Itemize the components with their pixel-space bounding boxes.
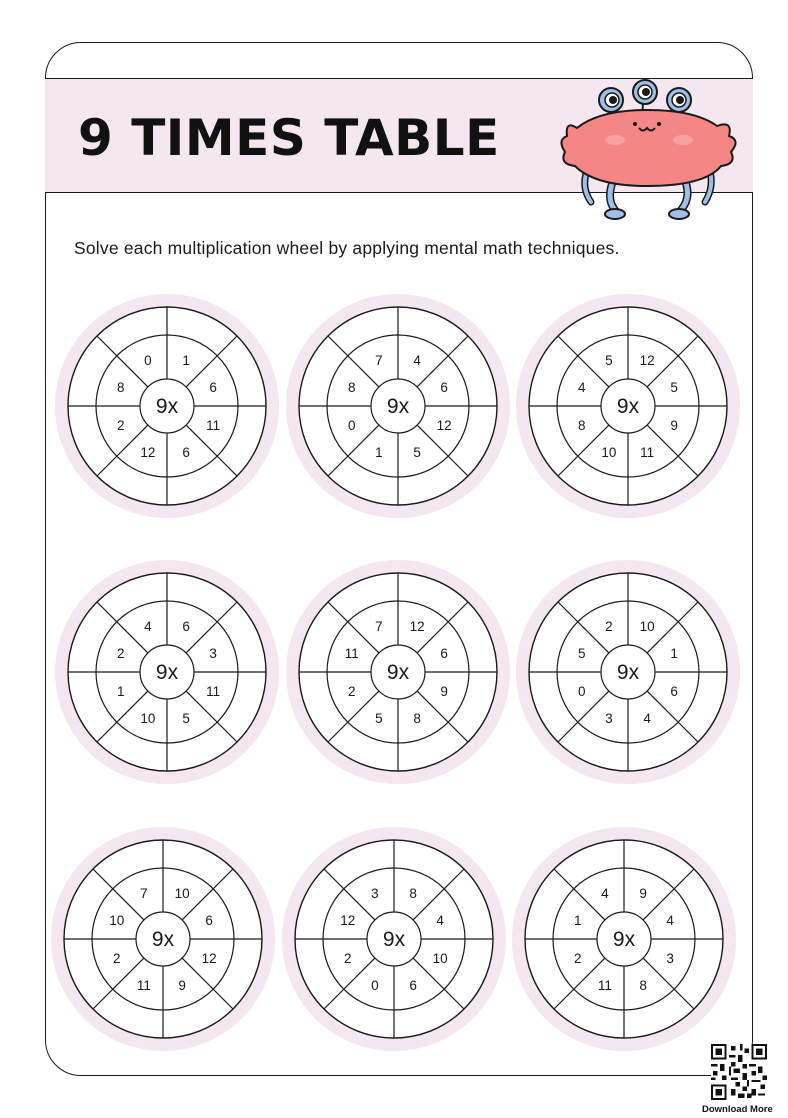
wheel-number: 5: [605, 352, 613, 368]
wheel-number: 9: [178, 978, 186, 994]
wheel-number: 7: [375, 352, 383, 368]
wheel-number: 7: [375, 618, 383, 634]
wheel-number: 2: [574, 951, 582, 967]
wheel-number: 6: [409, 978, 417, 994]
wheel-number: 11: [344, 645, 359, 661]
wheel-number: 4: [436, 912, 444, 928]
wheel-number: 6: [440, 379, 448, 395]
wheel-number: 0: [348, 418, 356, 434]
wheel-center-label: 9x: [155, 395, 179, 418]
wheel-number: 8: [348, 379, 356, 395]
wheel-number: 2: [348, 684, 356, 700]
wheel-number: 12: [409, 618, 425, 634]
wheel-number: 4: [413, 352, 421, 368]
wheel-number: 11: [206, 418, 221, 434]
wheel-number: 11: [136, 978, 151, 994]
wheel-number: 2: [605, 618, 613, 634]
wheel-center-label: 9x: [386, 661, 410, 684]
wheel-number: 12: [201, 951, 217, 967]
wheel-number: 4: [643, 711, 651, 727]
wheel-center-label: 9x: [382, 928, 406, 951]
multiplication-wheel: [52, 557, 282, 787]
wheel-number: 3: [371, 885, 379, 901]
wheel-number: 6: [670, 684, 678, 700]
wheel-number: 12: [340, 912, 356, 928]
wheel-center-label: 9x: [155, 661, 179, 684]
wheel-number: 5: [578, 645, 586, 661]
multiplication-wheel: [513, 557, 743, 787]
wheel-number: 10: [140, 711, 156, 727]
multiplication-wheel: [509, 824, 739, 1054]
wheel-number: 11: [206, 684, 221, 700]
wheel-number: 1: [574, 912, 582, 928]
wheel-number: 4: [601, 885, 609, 901]
wheel-number: 10: [601, 445, 617, 461]
wheel-number: 9: [440, 684, 448, 700]
multiplication-wheel: [48, 824, 278, 1054]
wheel-number: 12: [140, 445, 156, 461]
wheel-number: 8: [578, 418, 586, 434]
multiplication-wheel: [513, 291, 743, 521]
wheel-number: 2: [117, 645, 125, 661]
wheel-number: 2: [113, 951, 121, 967]
wheel-center-label: 9x: [386, 395, 410, 418]
wheel-number: 0: [144, 352, 152, 368]
wheel-number: 6: [440, 645, 448, 661]
wheel-number: 5: [670, 379, 678, 395]
wheel-number: 4: [666, 912, 674, 928]
wheel-number: 3: [605, 711, 613, 727]
wheel-number: 6: [209, 379, 217, 395]
instructions-text: Solve each multiplication wheel by applying mental math techniques.: [74, 238, 620, 258]
wheel-number: 10: [174, 885, 190, 901]
wheel-number: 6: [182, 618, 190, 634]
wheel-center-label: 9x: [616, 661, 640, 684]
wheel-number: 10: [639, 618, 655, 634]
wheel-number: 9: [639, 885, 647, 901]
wheel-number: 6: [205, 912, 213, 928]
wheel-number: 3: [666, 951, 674, 967]
wheel-number: 1: [182, 352, 190, 368]
wheel-number: 10: [432, 951, 448, 967]
wheel-number: 7: [140, 885, 148, 901]
wheel-number: 3: [209, 645, 217, 661]
wheel-center-label: 9x: [612, 928, 636, 951]
multiplication-wheel: [283, 291, 513, 521]
wheel-number: 5: [182, 711, 190, 727]
wheel-number: 10: [109, 912, 125, 928]
wheel-number: 11: [640, 445, 655, 461]
multiplication-wheel: [283, 557, 513, 787]
wheel-number: 11: [597, 978, 612, 994]
wheel-number: 8: [639, 978, 647, 994]
wheel-center-label: 9x: [616, 395, 640, 418]
wheel-number: 1: [117, 684, 125, 700]
wheel-number: 8: [409, 885, 417, 901]
wheel-number: 1: [375, 445, 383, 461]
wheel-number: 5: [413, 445, 421, 461]
wheel-number: 2: [344, 951, 352, 967]
page-title: 9 TIMES TABLE: [78, 109, 500, 167]
wheel-number: 12: [639, 352, 655, 368]
qr-code-icon: [711, 1044, 767, 1100]
wheel-number: 12: [436, 418, 452, 434]
wheel-number: 0: [371, 978, 379, 994]
wheel-number: 2: [117, 418, 125, 434]
wheel-number: 8: [117, 379, 125, 395]
wheel-number: 6: [182, 445, 190, 461]
wheel-number: 4: [144, 618, 152, 634]
wheel-number: 1: [670, 645, 678, 661]
wheel-number: 4: [578, 379, 586, 395]
multiplication-wheel: [279, 824, 509, 1054]
multiplication-wheel: [52, 291, 282, 521]
wheel-number: 9: [670, 418, 678, 434]
wheel-center-label: 9x: [151, 928, 175, 951]
wheel-number: 5: [375, 711, 383, 727]
crab-monster-icon: [555, 78, 745, 226]
wheel-number: 0: [578, 684, 586, 700]
wheel-number: 8: [413, 711, 421, 727]
download-more-label[interactable]: Download More: [702, 1104, 773, 1115]
